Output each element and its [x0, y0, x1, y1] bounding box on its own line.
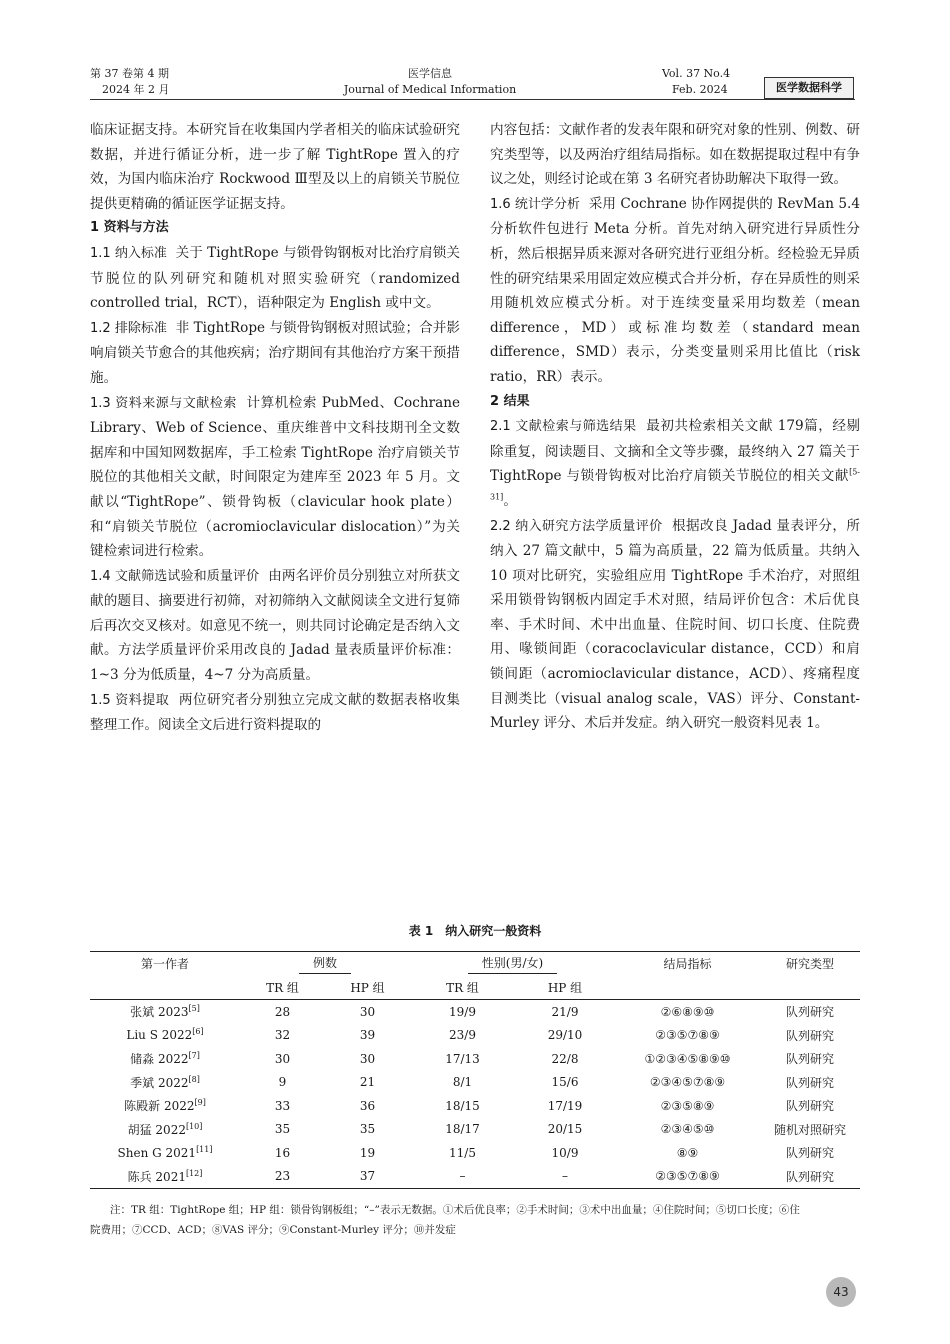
col-blank: [760, 976, 860, 1000]
col-type: 研究类型: [760, 952, 860, 976]
left-column: [90, 118, 460, 738]
cell-outcomes: ①②③④⑤⑧⑨⑩: [644, 1051, 731, 1066]
journal-cn: 医学信息: [408, 67, 452, 80]
right-column: [490, 118, 860, 736]
subsection-label: 2.1 文献检索与筛选结果: [490, 419, 637, 435]
subsection-label: 1.6 统计学分析: [490, 196, 581, 212]
col-outcome: 结局指标: [615, 952, 760, 976]
issue-cn: 第 37 卷第 4 期: [90, 67, 169, 80]
table-row: [90, 1094, 860, 1118]
cell-hp: 39: [359, 1028, 376, 1043]
cell-outcomes: ②③⑤⑦⑧⑨: [615, 1165, 760, 1189]
header-journal: [330, 66, 530, 98]
cell-author: 陈兵 2021[12]: [90, 1165, 240, 1189]
cell-sex-hp: 17/19: [547, 1098, 583, 1113]
cell-outcomes: ⑧⑨: [676, 1145, 699, 1160]
col-tr-sex: TR 组: [410, 976, 515, 1000]
paragraph-text: 。: [503, 492, 517, 509]
header-issue: [90, 66, 169, 98]
paragraph-text: 计算机检索 PubMed、Cochrane Library、Web of Science、重庆维普中文科技期刊全文数据库和中国知网数据库，手工检索 TightRope 治疗肩锁关节脱位的其他相关文献，时间限定为建库至 2023 年 5 月。文献以“TightRope”、锁骨钩板（clavicular hook plate）和“肩锁关节脱位（acromioclavicular dislocation）”为关键检索词进行检索。: [90, 394, 460, 560]
cell-author: 张斌 2023[5]: [130, 1004, 200, 1020]
cell-type: 队列研究: [785, 1028, 834, 1043]
col-tr-cases: TR 组: [240, 976, 325, 1000]
table-row: [90, 1165, 860, 1189]
section-heading: 2 结果: [490, 393, 530, 409]
note-line: 注：TR 组：TightRope 组；HP 组：锁骨钩钢板组；“–”表示无数据。①术后优良率；②手术时间；③术中出血量；④住院时间；⑤切口长度；⑥住: [110, 1204, 800, 1216]
vol-en: Vol. 37 No.4: [662, 67, 731, 80]
subsection-label: 1.5 资料提取: [90, 692, 170, 708]
cell-tr: 35: [274, 1122, 291, 1137]
cell-hp: 37: [325, 1165, 410, 1189]
cell-sex-hp: 10/9: [551, 1145, 579, 1160]
page-number: 43: [826, 1277, 856, 1307]
cell-type: 队列研究: [785, 1052, 834, 1067]
cell-sex-hp: 15/6: [551, 1075, 579, 1090]
cell-hp: 19: [359, 1145, 376, 1160]
section-tag: 医学数据科学: [764, 77, 854, 99]
cell-outcomes: ②③⑤⑧⑨: [660, 1098, 715, 1113]
cell-sex-tr: 17/13: [445, 1051, 480, 1066]
cell-outcomes: ②⑥⑧⑨⑩: [660, 1004, 715, 1019]
header-rule: [90, 99, 855, 100]
cell-tr: 33: [274, 1098, 291, 1113]
cell-hp: 30: [359, 1051, 376, 1066]
col-cases-label: 例数: [299, 954, 351, 974]
cell-hp: 35: [359, 1122, 376, 1137]
paragraph-text: 两位研究者分别独立完成文献的数据表格收集整理工作。阅读全文后进行资料提取的: [90, 691, 460, 734]
cell-sex-hp: –: [515, 1165, 615, 1189]
cell-tr: 23: [240, 1165, 325, 1189]
date-en: Feb. 2024: [672, 83, 728, 96]
paragraph: [90, 391, 460, 564]
cell-type: 随机对照研究: [773, 1122, 846, 1137]
paragraph: 临床证据支持。本研究旨在收集国内学者相关的临床试验研究数据，并进行循证分析，进一步了解 TightRope 置入的疗效，为国内临床治疗 Rockwood Ⅲ型及以上的肩锁关节脱位提供更精确的循证医学证据支持。: [90, 122, 460, 212]
subsection-label: 2.2 纳入研究方法学质量评价: [490, 518, 663, 534]
cell-sex-hp: 21/9: [551, 1004, 579, 1019]
cell-type: 队列研究: [785, 1005, 834, 1020]
date-cn: 2024 年 2 月: [102, 83, 170, 96]
cell-tr: 28: [274, 1004, 291, 1019]
cell-sex-tr: 23/9: [449, 1028, 476, 1043]
col-sex-label: 性别(男/女): [468, 954, 557, 974]
cell-author: 胡猛 2022[10]: [127, 1121, 203, 1137]
cell-outcomes: ②③⑤⑦⑧⑨: [655, 1028, 720, 1043]
cell-type: 队列研究: [785, 1075, 834, 1090]
table-note: [90, 1200, 860, 1240]
cell-author: Shen G 2021[11]: [117, 1144, 213, 1160]
cell-type: 队列研究: [760, 1165, 860, 1189]
cell-hp: 36: [359, 1098, 376, 1113]
paragraph: [490, 514, 860, 736]
note-line: 院费用；⑦CCD、ACD；⑧VAS 评分；⑨Constant-Murley 评分；⑩并发症: [90, 1224, 456, 1236]
cell-outcomes: ②③④⑤⑩: [660, 1122, 715, 1137]
subsection-label: 1.2 排除标准: [90, 320, 167, 336]
col-author: 第一作者: [90, 952, 240, 976]
table-title: 表 1 纳入研究一般资料: [408, 924, 542, 938]
col-blank: [615, 976, 760, 1000]
cell-tr: 9: [278, 1075, 287, 1090]
col-hp-sex: HP 组: [515, 976, 615, 1000]
cell-sex-hp: 20/15: [547, 1122, 583, 1137]
cell-author: 储淼 2022[7]: [130, 1051, 200, 1067]
col-blank: [90, 976, 240, 1000]
journal-en: Journal of Medical Information: [343, 83, 517, 96]
cell-type: 队列研究: [785, 1099, 834, 1114]
cell-sex-hp: 22/8: [551, 1051, 579, 1066]
cell-sex-tr: –: [410, 1165, 515, 1189]
cell-sex-tr: 11/5: [449, 1145, 476, 1160]
citation-ref: [5-31]: [490, 467, 860, 502]
cell-sex-tr: 8/1: [452, 1075, 473, 1090]
cell-hp: 30: [359, 1004, 376, 1019]
subsection-label: 1.1 纳入标准: [90, 245, 167, 261]
cell-author: 季斌 2022[8]: [130, 1074, 200, 1090]
study-table: [90, 951, 860, 1189]
paragraph-text: 采用 Cochrane 协作网提供的 RevMan 5.4 分析软件包进行 Meta 分析。首先对纳入研究进行异质性分析，然后根据异质来源对各研究进行亚组分析。经检验无异质性的研究结果采用固定效应模式合并分析，存在异质性的则采用随机效应模式分析。对于连续变量采用均数差（mean difference，MD）或标准均数差（standard mean difference，SMD）表示，分类变量则采用比值比（risk ratio，RR）表示。: [490, 195, 860, 385]
col-cases: [240, 952, 410, 976]
paragraph: [490, 414, 860, 513]
col-hp-cases: HP 组: [325, 976, 410, 1000]
paragraph-text: 关于 TightRope 与锁骨钩钢板对比治疗肩锁关节脱位的队列研究和随机对照实验研究（randomized controlled trial，RCT），语种限定为 English 或中文。: [90, 244, 460, 312]
cell-tr: 30: [274, 1051, 291, 1066]
cell-sex-tr: 18/15: [445, 1098, 480, 1113]
table-row: [90, 1047, 860, 1071]
paragraph: [490, 192, 860, 390]
paragraph: [90, 688, 460, 738]
table-row: [90, 1141, 860, 1165]
cell-hp: 21: [359, 1075, 376, 1090]
table-row: [90, 1024, 860, 1048]
paragraph-text: 根据改良 Jadad 量表评分，所纳入 27 篇文献中，5 篇为高质量，22 篇为低质量。共纳入 10 项对比研究，实验组应用 TightRope 手术治疗，对照组采用锁骨钩钢板内固定手术对照，结局评价包含：术后优良率、手术时间、术中出血量、住院时间、切口长度、住院费用、喙锁间距（coracoclavicular distance，CCD）和肩锁间距（acromioclavicular distance，ACD）、疼痛程度目测类比（visual analog scale，VAS）评分、Constant-Murley 评分、术后并发症。纳入研究一般资料见表 1。: [490, 517, 860, 732]
paragraph: [90, 316, 460, 391]
subsection-label: 1.4 文献筛选试验和质量评价: [90, 568, 260, 584]
paragraph-text: 由两名评价员分别独立对所获文献的题目、摘要进行初筛，对初筛纳入文献阅读全文进行复筛后再次交叉核对。如意见不统一，则共同讨论确定是否纳入文献。方法学质量评价采用改良的 Jadad 量表质量评价标准：1~3 分为低质量，4~7 分为高质量。: [90, 567, 461, 684]
table-row: [90, 1071, 860, 1095]
header-volume: [662, 66, 730, 98]
paragraph: [90, 564, 460, 688]
cell-type: 队列研究: [785, 1146, 834, 1161]
cell-author: 陈殿新 2022[9]: [124, 1098, 206, 1114]
section-heading: 1 资料与方法: [90, 220, 169, 236]
cell-tr: 16: [274, 1145, 291, 1160]
paragraph: [90, 241, 460, 316]
paragraph-text: 最初共检索相关文献 179篇，经剔除重复，阅读题目、文摘和全文等步骤，最终纳入 27 篇关于 TightRope 与锁骨钩板对比治疗肩锁关节脱位的相关文献: [490, 418, 860, 485]
cell-sex-tr: 19/9: [449, 1004, 476, 1019]
cell-sex-tr: 18/17: [445, 1122, 480, 1137]
cell-tr: 32: [274, 1028, 291, 1043]
cell-sex-hp: 29/10: [547, 1028, 583, 1043]
paragraph: 内容包括：文献作者的发表年限和研究对象的性别、例数、研究类型等，以及两治疗组结局指标。如在数据提取过程中有争议之处，则经讨论或在第 3 名研究者协助解决下取得一致。: [490, 122, 860, 188]
cell-outcomes: ②③④⑤⑦⑧⑨: [649, 1075, 726, 1090]
subsection-label: 1.3 资料来源与文献检索: [90, 395, 237, 411]
table-row: [90, 1000, 860, 1024]
cell-author: Liu S 2022[6]: [126, 1027, 204, 1043]
table-row: [90, 1118, 860, 1142]
paragraph-text: 非 TightRope 与锁骨钩钢板对照试验；合并影响肩锁关节愈合的其他疾病；治疗期间有其他治疗方案干预措施。: [90, 319, 460, 386]
col-sex: [410, 952, 615, 976]
